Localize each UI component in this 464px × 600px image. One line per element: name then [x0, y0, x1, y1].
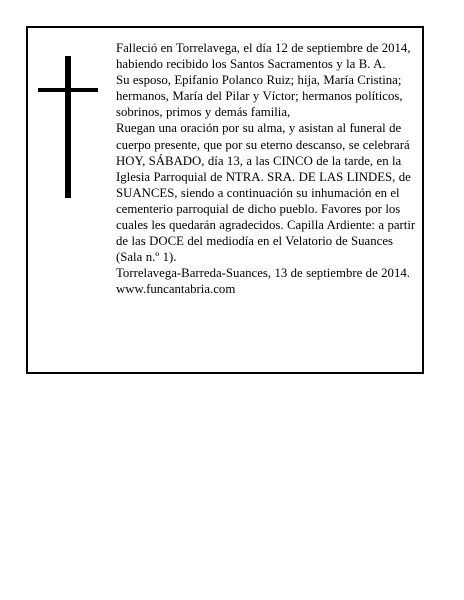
cross-horizontal-bar [38, 88, 98, 92]
funeral-details: Ruegan una oración por su alma, y asistan al funeral de cuerpo presente, que por su eterno descanso, se celebrará HOY, SÁBADO, día 13, a las CINCO de la tarde, en la Iglesia Parroquial de NTRA. SRA. DE LAS LINDES, de SUANCES, siendo a continuación su inhumación en el cementerio parroquial de dicho pueblo. Favores por los cuales les quedarán agradecidos. Capilla Ardiente: a partir de las DOCE del mediodía en el Velatorio de Suances (Sala n.º 1). [116, 121, 416, 265]
cross-vertical-bar [65, 56, 71, 198]
place-date-website: Torrelavega-Barreda-Suances, 13 de septiembre de 2014. www.funcantabria.com [116, 266, 410, 297]
death-announcement: Falleció en Torrelavega, el día 12 de septiembre de 2014, habiendo recibido los Santos Sacramentos y la B. A. [116, 41, 411, 72]
notice-text [116, 40, 420, 298]
family-list: Su esposo, Epifanio Polanco Ruiz; hija, María Cristina; hermanos, María del Pilar y Víctor; hermanos políticos, sobrinos, primos y demás familia, [116, 73, 403, 120]
cross-icon [38, 56, 100, 198]
obituary-notice [26, 26, 424, 374]
